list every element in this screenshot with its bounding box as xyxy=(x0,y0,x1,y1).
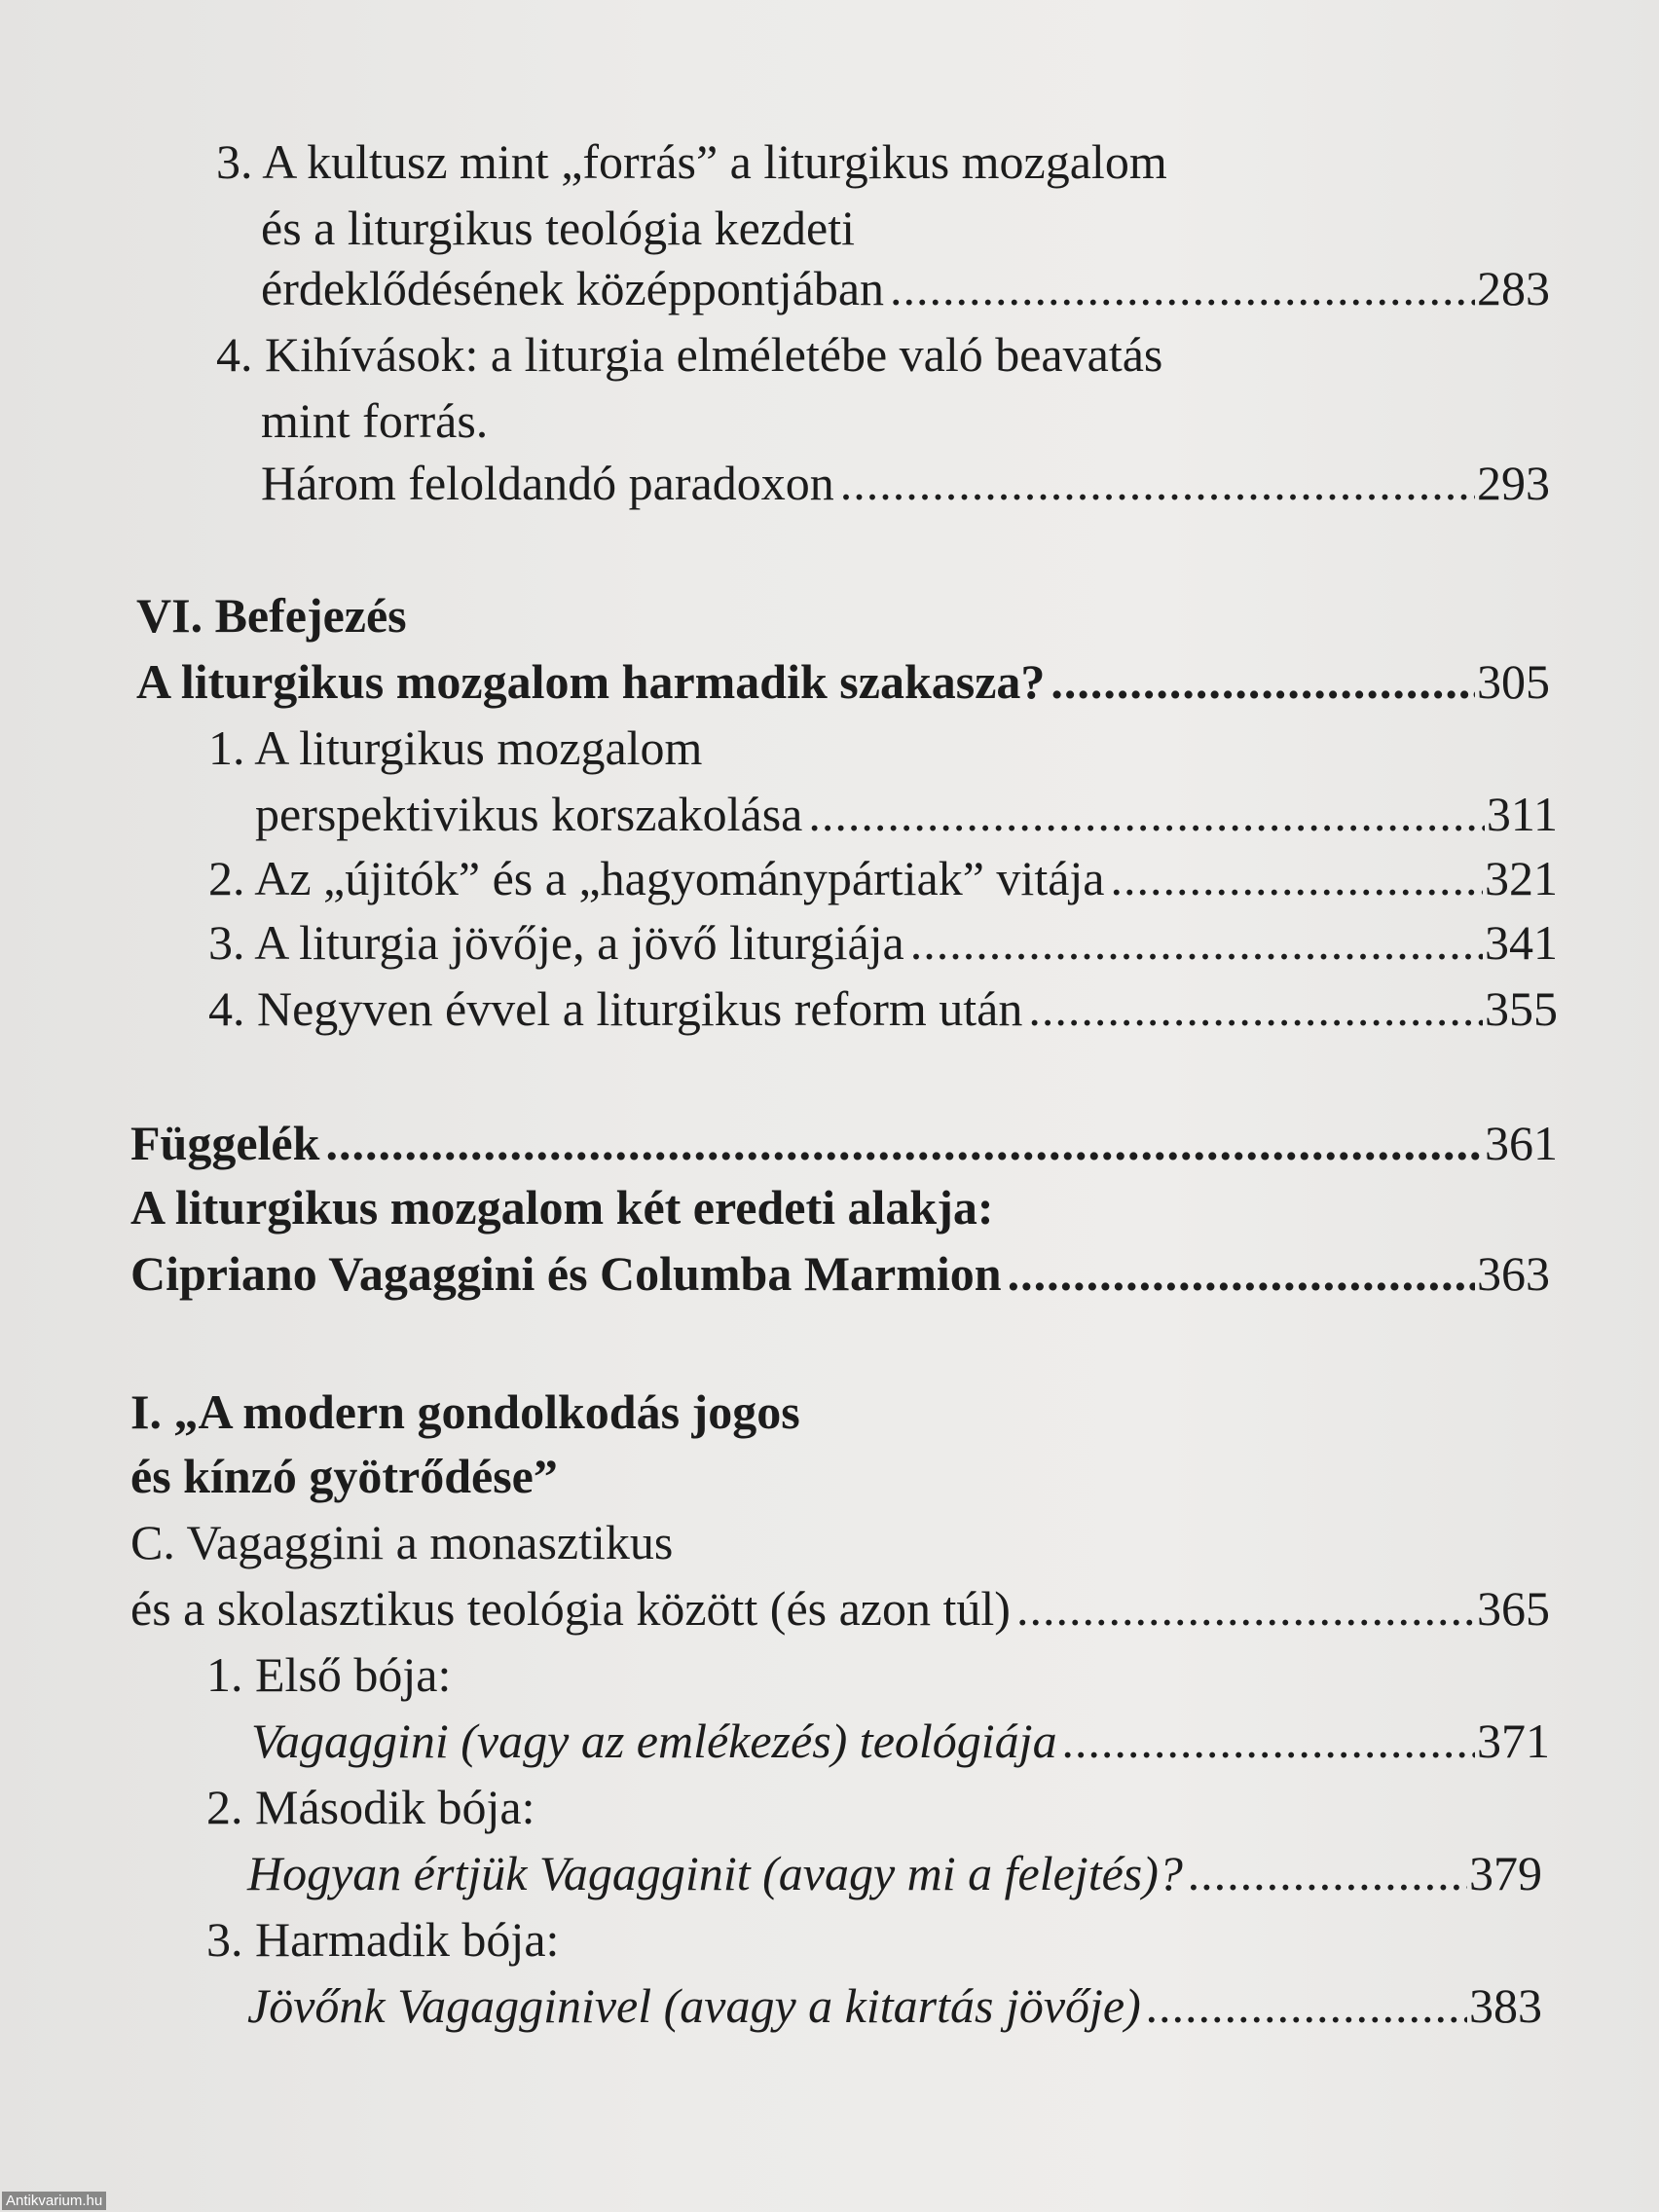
dot-leader xyxy=(1016,1579,1475,1638)
entry-title: Hogyan értjük Vagagginit (avagy mi a felejtés)? xyxy=(247,1846,1183,1900)
toc-entry xyxy=(261,454,1550,512)
toc-entry xyxy=(261,391,1314,450)
page-number: 365 xyxy=(1477,1581,1550,1636)
dot-leader xyxy=(1008,1244,1475,1303)
entry-title: 1. A liturgikus mozgalom xyxy=(208,720,703,775)
dot-leader xyxy=(1051,652,1475,711)
entry-title: C. Vagaggini a monasztikus xyxy=(130,1515,674,1569)
entry-title: Vagaggini (vagy az emlékezés) teológiája xyxy=(251,1714,1057,1768)
dot-leader xyxy=(1189,1844,1467,1902)
toc-entry xyxy=(130,1114,1558,1172)
entry-title: és kínzó gyötrődése” xyxy=(130,1449,558,1503)
page-number: 355 xyxy=(1485,981,1558,1036)
entry-title: Cipriano Vagaggini és Columba Marmion xyxy=(130,1246,1002,1301)
toc-entry xyxy=(261,199,1314,257)
dot-leader xyxy=(1063,1712,1475,1770)
dot-leader xyxy=(910,913,1483,972)
toc-entry xyxy=(251,1712,1550,1770)
page-number: 363 xyxy=(1477,1246,1550,1301)
page-number: 341 xyxy=(1485,915,1558,970)
watermark: Antikvarium.hu xyxy=(2,2192,106,2210)
dot-leader xyxy=(325,1114,1483,1172)
page-number: 283 xyxy=(1477,261,1550,315)
page-number: 321 xyxy=(1485,851,1558,905)
toc-entry xyxy=(216,132,1314,191)
toc-entry xyxy=(261,259,1550,317)
dot-leader xyxy=(808,785,1484,843)
toc-entry xyxy=(208,849,1558,907)
entry-title: perspektivikus korszakolása xyxy=(255,787,803,841)
page-number: 293 xyxy=(1477,456,1550,510)
toc-entry xyxy=(130,1579,1550,1638)
entry-title: VI. Befejezés xyxy=(136,588,407,643)
entry-title: Három feloldandó paradoxon xyxy=(261,456,834,510)
toc-entry xyxy=(247,1844,1542,1902)
dot-leader xyxy=(1147,1976,1467,2035)
page-number: 379 xyxy=(1469,1846,1542,1900)
toc-entry xyxy=(208,719,1314,777)
toc-entry xyxy=(130,1244,1550,1303)
entry-title: érdeklődésének középpontjában xyxy=(261,261,885,315)
page-number: 305 xyxy=(1477,654,1550,709)
toc-entry xyxy=(247,1976,1542,2035)
entry-title: 1. Első bója: xyxy=(206,1647,452,1702)
toc-entry xyxy=(206,1910,1314,1969)
toc-entry xyxy=(208,979,1558,1038)
toc-entry xyxy=(208,913,1558,972)
entry-title: 3. A kultusz mint „forrás” a liturgikus mozgalom xyxy=(216,134,1167,189)
section-heading xyxy=(130,1447,1314,1505)
dot-leader xyxy=(840,454,1475,512)
entry-title: A liturgikus mozgalom két eredeti alakja: xyxy=(130,1180,994,1235)
toc-entry xyxy=(136,652,1550,711)
toc-entry xyxy=(216,325,1314,384)
entry-title: 3. A liturgia jövője, a jövő liturgiája xyxy=(208,915,904,970)
toc-entry xyxy=(206,1778,1314,1836)
entry-title: Jövőnk Vagagginivel (avagy a kitartás jövője) xyxy=(247,1978,1141,2033)
section-heading xyxy=(136,586,1314,645)
page-number: 311 xyxy=(1486,787,1558,841)
entry-title: Függelék xyxy=(130,1116,320,1170)
toc-entry xyxy=(130,1513,1314,1571)
entry-title: I. „A modern gondolkodás jogos xyxy=(130,1384,800,1439)
entry-title: 3. Harmadik bója: xyxy=(206,1912,560,1967)
dot-leader xyxy=(890,259,1475,317)
entry-title: mint forrás. xyxy=(261,393,489,448)
toc-entry xyxy=(255,785,1558,843)
entry-title: 2. Második bója: xyxy=(206,1780,535,1834)
section-heading xyxy=(130,1382,1314,1441)
dot-leader xyxy=(1028,979,1483,1038)
entry-title: és a skolasztikus teológia között (és azon túl) xyxy=(130,1581,1011,1636)
entry-title: 4. Kihívások: a liturgia elméletébe való beavatás xyxy=(216,327,1163,382)
page-number: 383 xyxy=(1469,1978,1542,2033)
page-number: 371 xyxy=(1477,1714,1550,1768)
entry-title: 4. Negyven évvel a liturgikus reform után xyxy=(208,981,1023,1036)
toc-entry xyxy=(206,1645,1314,1704)
entry-title: A liturgikus mozgalom harmadik szakasza? xyxy=(136,654,1046,709)
toc-entry xyxy=(130,1178,1314,1236)
entry-title: és a liturgikus teológia kezdeti xyxy=(261,201,856,255)
entry-title: 2. Az „újitók” és a „hagyománypártiak” vitája xyxy=(208,851,1105,905)
dot-leader xyxy=(1110,849,1483,907)
page-number: 361 xyxy=(1485,1116,1558,1170)
